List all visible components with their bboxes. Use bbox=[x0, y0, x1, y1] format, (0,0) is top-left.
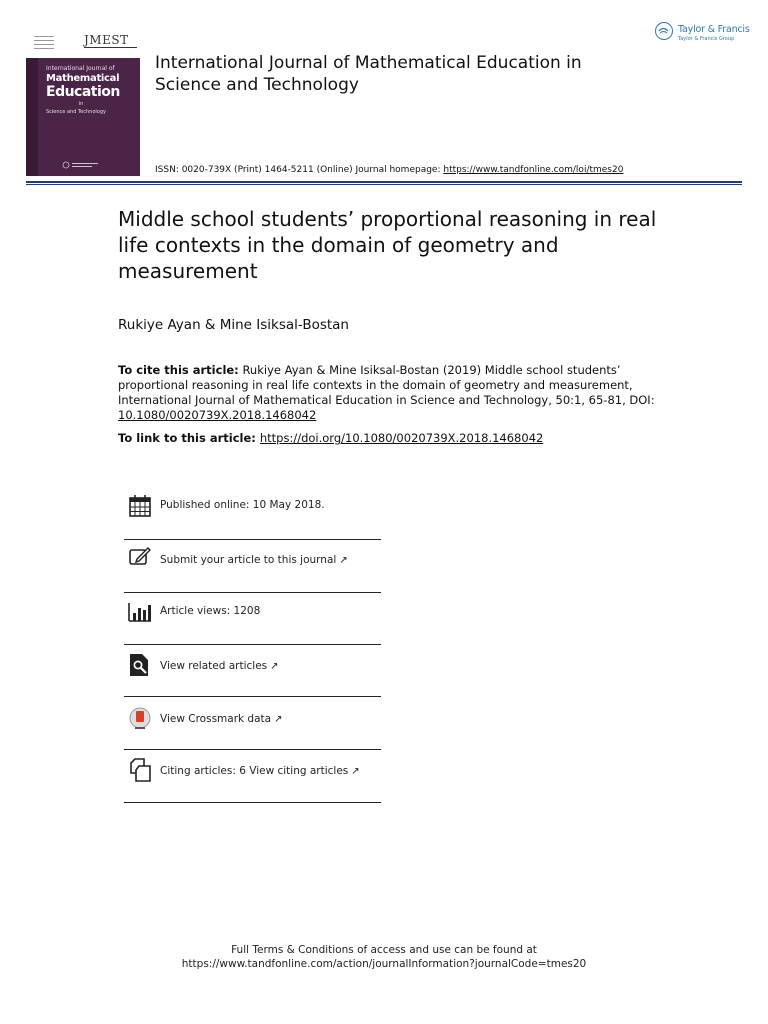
article-link-block bbox=[118, 431, 543, 445]
cite-text: Rukiye Ayan & Mine Isiksal-Bostan (2019) Middle school students’ proportional reasoning in real life contexts in the domain of geometry and measurement, International Journal of Mathematical Education in Science and Technology, 50:1, 65-81, DOI: bbox=[118, 363, 655, 407]
external-link-icon: ↗ bbox=[274, 714, 283, 725]
related-row[interactable] bbox=[124, 645, 381, 697]
article-title: Middle school students’ proportional reasoning in real life contexts in the domain of geometry and measurement bbox=[118, 207, 657, 283]
doi-link[interactable]: 10.1080/0020739X.2018.1468042 bbox=[118, 408, 317, 422]
external-link-icon: ↗ bbox=[351, 766, 360, 777]
crossmark-link[interactable] bbox=[160, 713, 282, 725]
citing-documents-icon bbox=[128, 758, 152, 782]
calendar-icon bbox=[128, 494, 152, 518]
jmest-logo: JMEST bbox=[84, 33, 137, 48]
footer-terms-link[interactable]: https://www.tandfonline.com/action/journalInformation?journalCode=tmes20 bbox=[181, 958, 587, 970]
cover-publisher-logo bbox=[62, 161, 102, 170]
header-rule bbox=[26, 181, 742, 183]
submit-link[interactable] bbox=[160, 554, 348, 566]
views-row bbox=[124, 593, 381, 645]
crossmark-row[interactable] bbox=[124, 697, 381, 749]
cover-line1: International Journal of bbox=[46, 65, 115, 72]
published-row bbox=[124, 488, 381, 540]
cover-stripe bbox=[26, 58, 38, 176]
issn-line bbox=[155, 165, 623, 175]
external-link-icon: ↗ bbox=[270, 661, 279, 672]
external-link-icon: ↗ bbox=[339, 555, 348, 566]
submit-text: Submit your article to this journal bbox=[160, 554, 337, 566]
citing-row[interactable] bbox=[124, 750, 381, 802]
edit-icon bbox=[128, 545, 152, 569]
tf-logo-icon bbox=[655, 22, 673, 40]
cover-line5: Science and Technology bbox=[46, 109, 106, 115]
related-text: View related articles bbox=[160, 660, 268, 672]
article-link[interactable]: https://doi.org/10.1080/0020739X.2018.1468042 bbox=[259, 431, 544, 445]
journal-homepage-link[interactable]: https://www.tandfonline.com/loi/tmes20 bbox=[443, 165, 624, 175]
journal-tiny-marks bbox=[34, 36, 54, 52]
citation-block bbox=[118, 363, 678, 423]
citing-text: Citing articles: 6 View citing articles bbox=[160, 765, 349, 777]
published-text: Published online: 10 May 2018. bbox=[160, 499, 325, 511]
link-label: To link to this article: bbox=[118, 431, 260, 445]
views-text: Article views: 1208 bbox=[160, 605, 261, 617]
separator bbox=[124, 802, 381, 803]
header-rule-thin bbox=[26, 184, 742, 185]
tf-name: Taylor & Francis bbox=[678, 24, 750, 35]
footer-line1: Full Terms & Conditions of access and use can be found at bbox=[231, 944, 537, 956]
cover-line3: Education bbox=[46, 84, 120, 100]
search-document-icon bbox=[128, 653, 152, 677]
article-authors: Rukiye Ayan & Mine Isiksal-Bostan bbox=[118, 317, 349, 333]
journal-title: International Journal of Mathematical Education in Science and Technology bbox=[155, 53, 582, 95]
issn-text: ISSN: 0020-739X (Print) 1464-5211 (Online) Journal homepage: bbox=[155, 165, 444, 175]
related-link[interactable] bbox=[160, 660, 279, 672]
crossmark-icon bbox=[128, 707, 152, 731]
journal-cover bbox=[26, 58, 140, 176]
cover-line4: in bbox=[78, 101, 84, 107]
tf-group: Taylor & Francis Group bbox=[678, 36, 735, 42]
crossmark-text: View Crossmark data bbox=[160, 713, 272, 725]
footer bbox=[0, 943, 768, 971]
submit-row[interactable] bbox=[124, 540, 381, 592]
cover-line2: Mathematical bbox=[46, 73, 120, 84]
citing-link[interactable] bbox=[160, 765, 360, 777]
bar-chart-icon bbox=[128, 599, 152, 623]
cite-label: To cite this article: bbox=[118, 363, 239, 377]
